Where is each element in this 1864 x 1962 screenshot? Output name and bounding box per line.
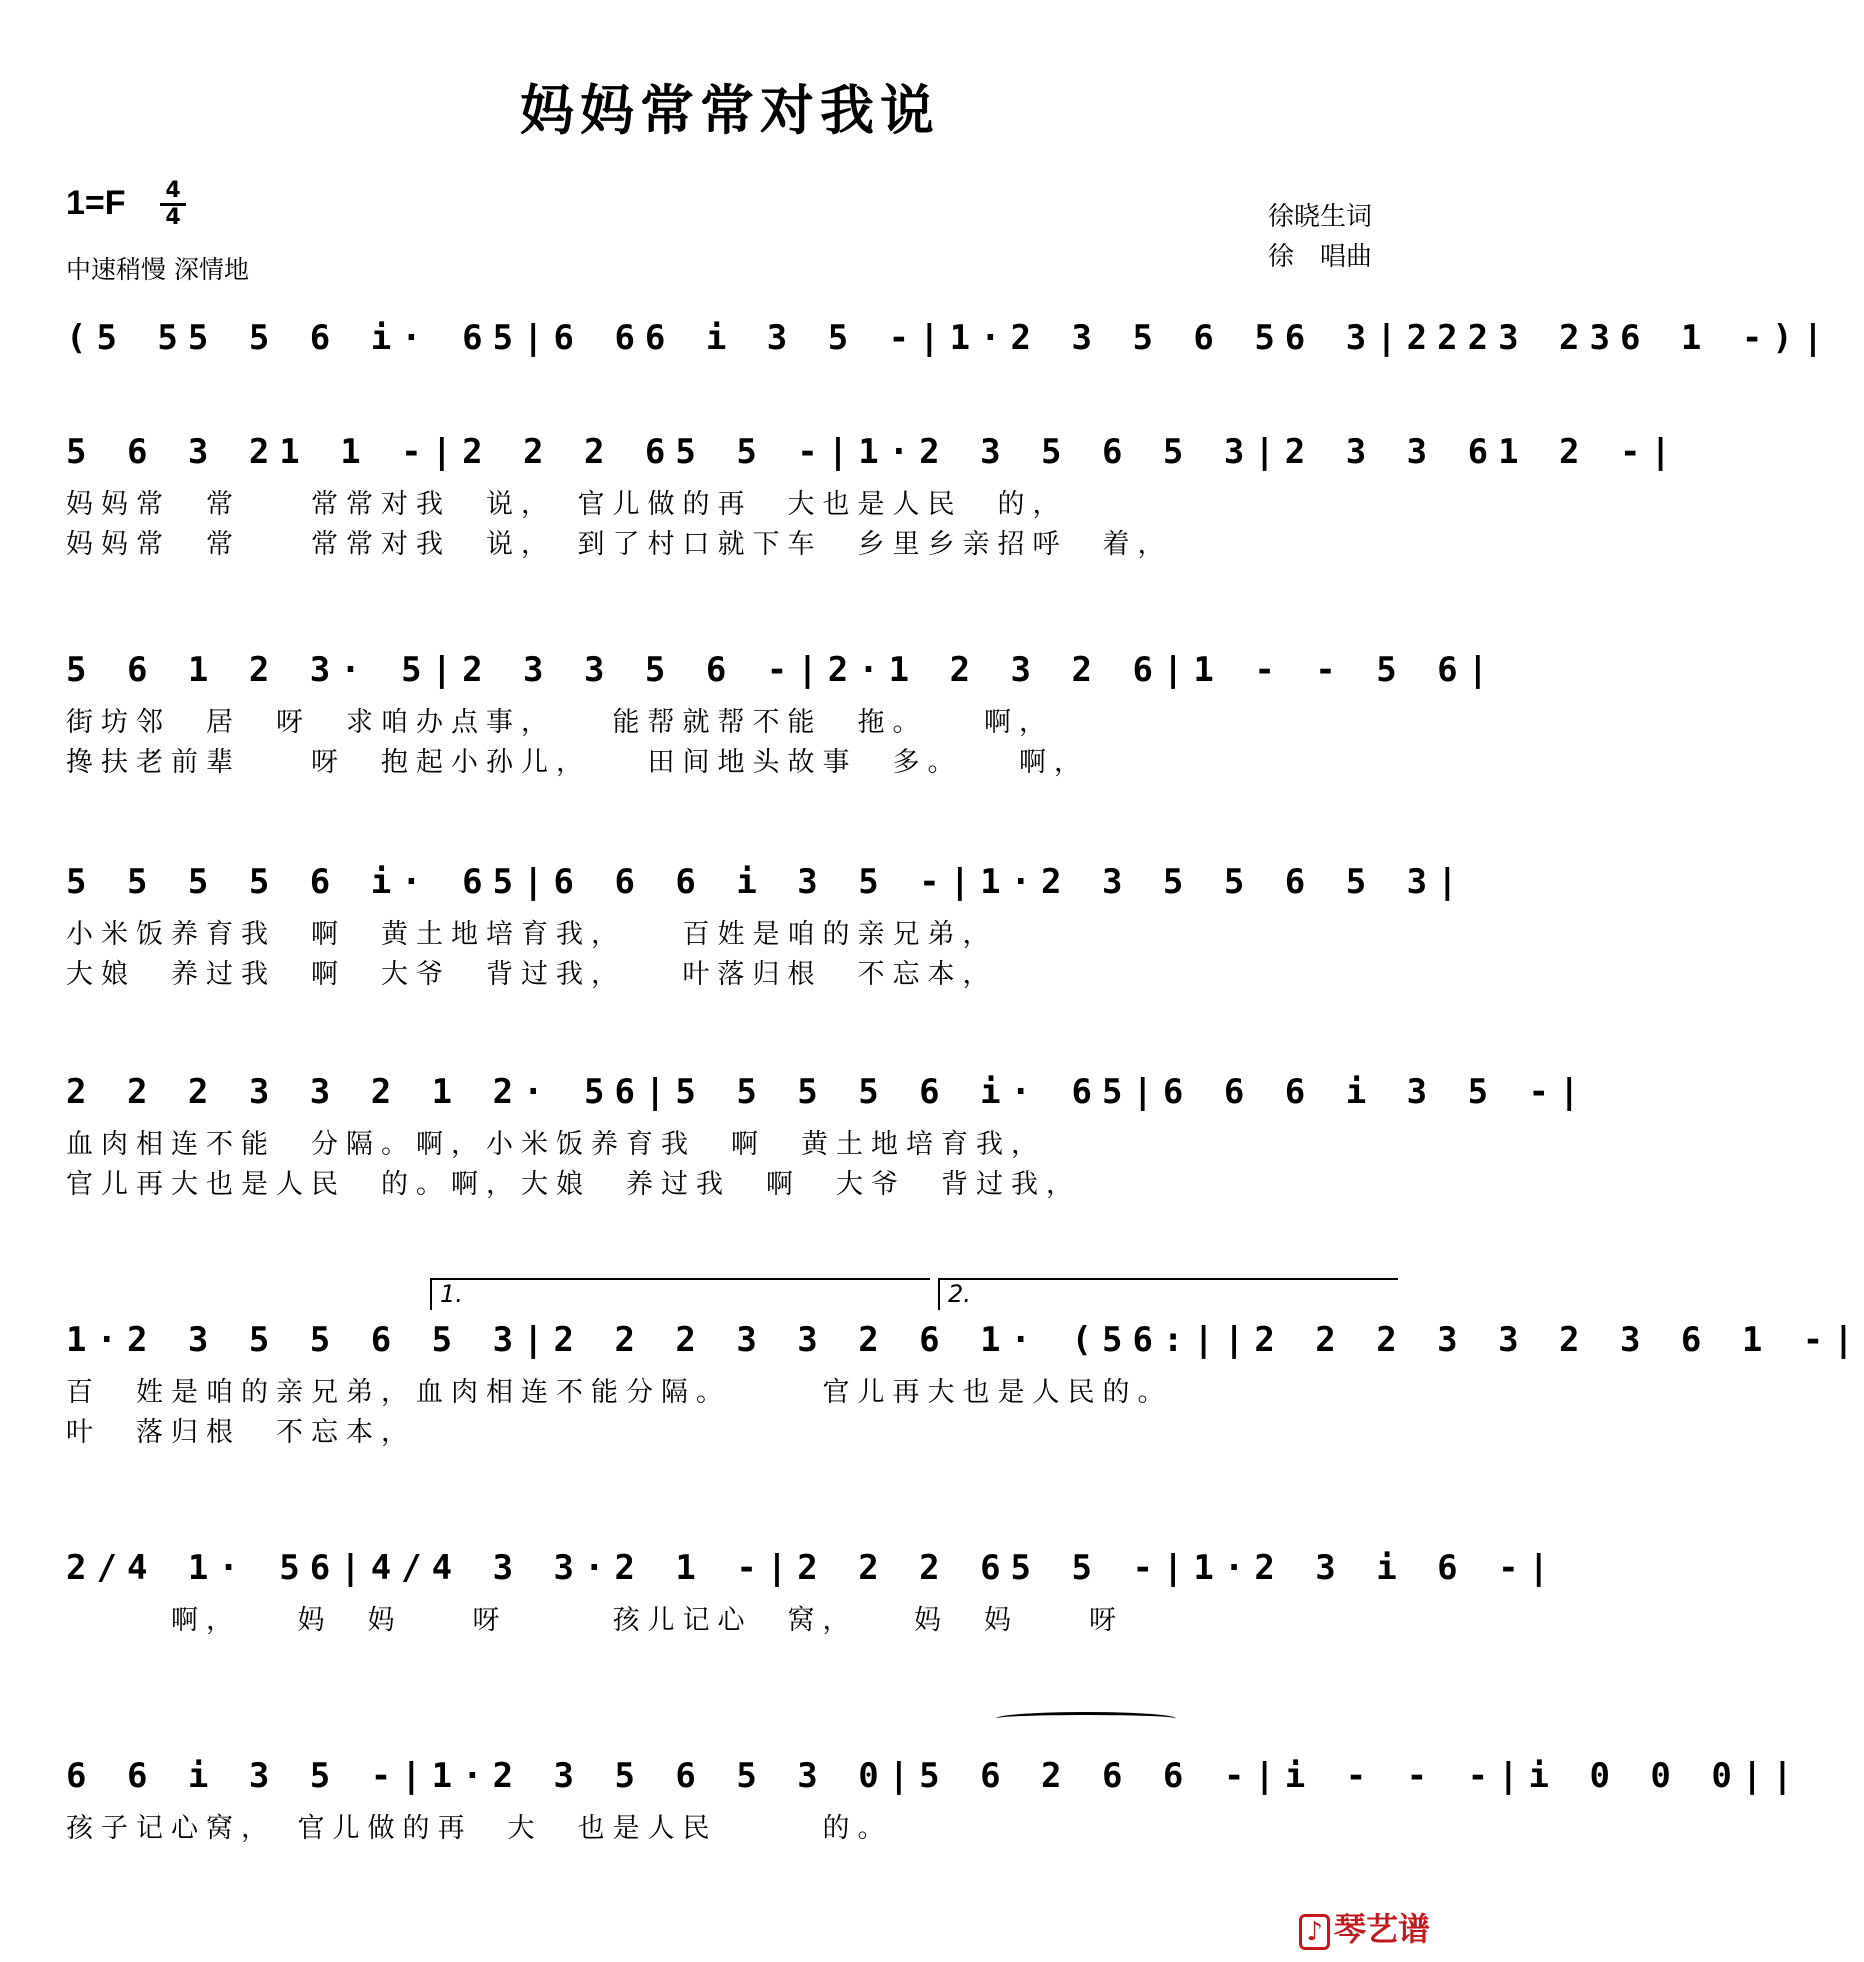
score-system-4 bbox=[66, 862, 1468, 992]
volta-2: 2. bbox=[938, 1278, 1398, 1310]
watermark-logo bbox=[1299, 1904, 1430, 1950]
key-signature: 1=F bbox=[66, 184, 126, 222]
score-system-7 bbox=[66, 1548, 1560, 1638]
time-signature bbox=[160, 180, 186, 229]
fermata-slur bbox=[996, 1712, 1176, 1725]
notation-line: 1·2 3 5 5 6 5 3|2 2 2 3 3 2 6 1· (56:||2 2 2 3 3 2 3 6 1 -| bbox=[66, 1320, 1864, 1360]
watermark-text: 琴艺谱 bbox=[1333, 1910, 1430, 1948]
lyricist-credit: 徐晓生词 bbox=[1268, 202, 1373, 232]
lyric-verse-1: 啊， 妈 妈 呀 孩儿记心 窝， 妈 妈 呀 bbox=[66, 1605, 1124, 1636]
notation-line: 2 2 2 3 3 2 1 2· 56|5 5 5 5 6 i· 65|6 6 6 i 3 5 -| bbox=[66, 1072, 1590, 1112]
lyric-verse-1: 百 姓是咱的亲兄弟，血肉相连不能分隔。 官儿再大也是人民的。 bbox=[66, 1377, 1173, 1408]
lyric-verse-2: 大娘 养过我 啊 大爷 背过我， 叶落归根 不忘本， bbox=[66, 959, 998, 990]
composer-credit: 徐 唱曲 bbox=[1268, 242, 1373, 272]
notation-line: 5 6 3 21 1 -|2 2 2 65 5 -|1·2 3 5 6 5 3|2 3 3 61 2 -| bbox=[66, 432, 1681, 472]
lyric-verse-2: 叶 落归根 不忘本， bbox=[66, 1417, 416, 1448]
lyric-verse-1: 孩子记心窝， 官儿做的再 大 也是人民 的。 bbox=[66, 1813, 893, 1844]
notation-line: 5 5 5 5 6 i· 65|6 6 6 i 3 5 -|1·2 3 5 5 6 5 3| bbox=[66, 862, 1468, 902]
lyric-verse-1: 妈妈常 常 常常对我 说， 官儿做的再 大也是人民 的， bbox=[66, 489, 1068, 520]
lyric-verse-1: 血肉相连不能 分隔。啊，小米饭养育我 啊 黄土地培育我， bbox=[66, 1129, 1046, 1160]
notation-line: 2/4 1· 56|4/4 3 3·2 1 -|2 2 2 65 5 -|1·2 3 i 6 -| bbox=[66, 1548, 1560, 1588]
notation-line: 6 6 i 3 5 -|1·2 3 5 6 5 3 0|5 6 2 6 6 -|i - - -|i 0 0 0|| bbox=[66, 1756, 1803, 1796]
time-sig-bottom: 4 bbox=[165, 205, 181, 230]
lyric-verse-2: 妈妈常 常 常常对我 说， 到了村口就下车 乡里乡亲招呼 着， bbox=[66, 529, 1173, 560]
song-title: 妈妈常常对我说 bbox=[520, 78, 940, 142]
score-system-8 bbox=[66, 1756, 1803, 1846]
score-system-6 bbox=[66, 1320, 1864, 1450]
volta-1: 1. bbox=[430, 1278, 930, 1310]
notation-line: 5 6 1 2 3· 5|2 3 3 5 6 -|2·1 2 3 2 6|1 - - 5 6| bbox=[66, 650, 1499, 690]
score-system-5 bbox=[66, 1072, 1590, 1202]
logo-mark-icon: ♪ bbox=[1299, 1914, 1330, 1950]
score-system-1 bbox=[66, 318, 1834, 368]
lyric-verse-2: 官儿再大也是人民 的。啊，大娘 养过我 啊 大爷 背过我， bbox=[66, 1169, 1081, 1200]
score-system-2 bbox=[66, 432, 1681, 562]
tempo-marking: 中速稍慢 深情地 bbox=[66, 255, 249, 284]
time-sig-top: 4 bbox=[165, 178, 181, 203]
lyric-verse-1: 街坊邻 居 呀 求咱办点事， 能帮就帮不能 拖。 啊， bbox=[66, 707, 1054, 738]
notation-line: (5 55 5 6 i· 65|6 66 i 3 5 -|1·2 3 5 6 56 3|2223 236 1 -)| bbox=[66, 318, 1834, 358]
lyric-verse-1: 小米饭养育我 啊 黄土地培育我， 百姓是咱的亲兄弟， bbox=[66, 919, 998, 950]
lyric-verse-2: 搀扶老前辈 呀 抱起小孙儿， 田间地头故事 多。 啊， bbox=[66, 747, 1089, 778]
score-system-3 bbox=[66, 650, 1499, 780]
